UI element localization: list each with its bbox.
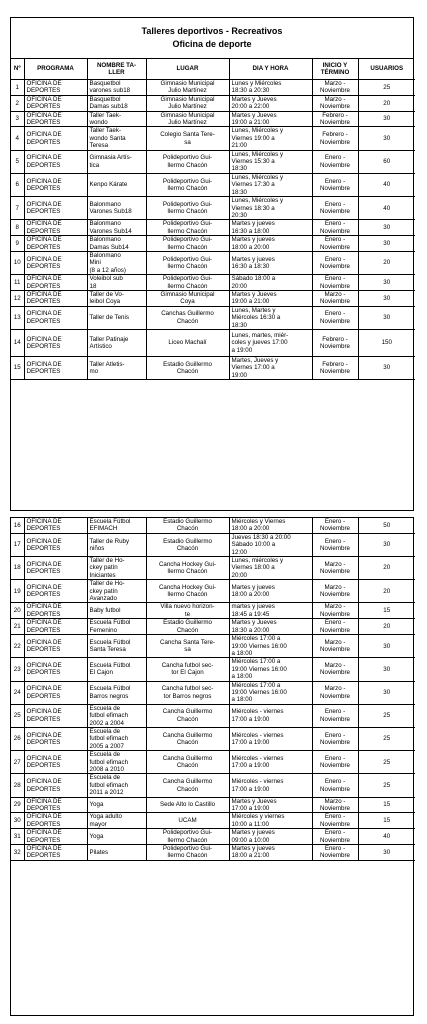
cell-name: Yoga [87, 829, 146, 845]
cell-name: Taller de Ho- ckey patín Avanzado [87, 580, 146, 603]
cell-name: Basquetbol varones sub18 [87, 80, 146, 96]
cell-users: 15 [358, 603, 415, 619]
cell-period: Marzo - Noviembre [312, 658, 358, 681]
cell-program: OFICINA DE DEPORTES [24, 275, 87, 291]
cell-schedule: Martes y Jueves 20:00 a 22:00 [229, 95, 312, 111]
cell-num: 20 [11, 603, 24, 619]
cell-name: Basquetbol Damas sub18 [87, 95, 146, 111]
cell-place: Cancha Santa Tere- sa [146, 635, 229, 658]
cell-schedule: Lunes y Miércoles 18:30 a 20:30 [229, 80, 312, 96]
cell-schedule: Lunes, Miércoles y Viernes 18:30 a 20:30 [229, 197, 312, 220]
cell-name: Taller Patinaje Artístico [87, 330, 146, 357]
cell-schedule: Miércoles - viernes 17:00 a 19:00 [229, 751, 312, 774]
cell-period: Marzo - Noviembre [312, 797, 358, 813]
cell-users: 40 [358, 173, 415, 196]
cell-name: Taller Taek- wondo [87, 111, 146, 127]
cell-name: Kenpo Kárate [87, 173, 146, 196]
cell-period: Marzo - Noviembre [312, 80, 358, 96]
cell-place: Cancha Hockey Gui- llermo Chacón [146, 557, 229, 580]
cell-program: OFICINA DE DEPORTES [24, 580, 87, 603]
cell-users: 20 [358, 95, 415, 111]
cell-num: 16 [11, 518, 24, 533]
cell-num: 4 [11, 127, 24, 150]
cell-program: OFICINA DE DEPORTES [24, 619, 87, 635]
cell-name: Escuela Fútbol Santa Teresa [87, 635, 146, 658]
cell-users: 30 [358, 127, 415, 150]
cell-period: Enero - Noviembre [312, 518, 358, 533]
cell-name: Baby futbol [87, 603, 146, 619]
cell-period: Febrero - Noviembre [312, 111, 358, 127]
cell-name: Taller de Ruby niños [87, 533, 146, 556]
table-row [11, 727, 415, 750]
table-row [11, 251, 415, 274]
cell-place: Polideportivo Gui- llermo Chacón [146, 150, 229, 173]
table-row [11, 580, 415, 603]
cell-users: 40 [358, 197, 415, 220]
cell-num: 17 [11, 533, 24, 556]
cell-place: Cancha Guillermo Chacón [146, 751, 229, 774]
table-row [11, 80, 415, 96]
cell-period: Marzo - Noviembre [312, 557, 358, 580]
cell-name: Yoga adulto mayor [87, 813, 146, 829]
activities-table-bottom [11, 518, 415, 861]
cell-users: 150 [358, 330, 415, 357]
table-row [11, 658, 415, 681]
cell-program: OFICINA DE DEPORTES [24, 751, 87, 774]
cell-place: Estadio Guillermo Chacón [146, 533, 229, 556]
cell-program: OFICINA DE DEPORTES [24, 658, 87, 681]
cell-program: OFICINA DE DEPORTES [24, 220, 87, 236]
table-row [11, 275, 415, 291]
cell-place: Polideportivo Gui- llermo Chacón [146, 220, 229, 236]
cell-place: Liceo Machalí [146, 330, 229, 357]
cell-schedule: Martes, Jueves y Viernes 17:00 a 19:00 [229, 357, 312, 380]
cell-program: OFICINA DE DEPORTES [24, 236, 87, 252]
cell-num: 32 [11, 845, 24, 861]
table-row [11, 220, 415, 236]
cell-program: OFICINA DE DEPORTES [24, 603, 87, 619]
cell-place: Polideportivo Gui- llermo Chacón [146, 197, 229, 220]
cell-period: Enero - Noviembre [312, 150, 358, 173]
cell-users: 25 [358, 727, 415, 750]
table-row [11, 603, 415, 619]
cell-num: 5 [11, 150, 24, 173]
cell-users: 30 [358, 658, 415, 681]
table-row [11, 290, 415, 306]
cell-program: OFICINA DE DEPORTES [24, 727, 87, 750]
cell-users: 30 [358, 290, 415, 306]
cell-num: 27 [11, 751, 24, 774]
cell-users: 15 [358, 813, 415, 829]
cell-program: OFICINA DE DEPORTES [24, 80, 87, 96]
cell-num: 22 [11, 635, 24, 658]
cell-name: Voleibol sub 18 [87, 275, 146, 291]
cell-num: 14 [11, 330, 24, 357]
cell-place: Cancha Guillermo Chacón [146, 727, 229, 750]
table-row [11, 518, 415, 533]
activities-table-part-2 [10, 517, 414, 1016]
cell-schedule: Lunes, Miércoles y Viernes 19:00 a 21:00 [229, 127, 312, 150]
cell-period: Enero - Noviembre [312, 619, 358, 635]
col-header-name: NOMBRE TA- LLER [87, 59, 146, 80]
cell-program: OFICINA DE DEPORTES [24, 797, 87, 813]
cell-name: Escuela Fútbol Barros negros [87, 681, 146, 704]
cell-place: Gimnasio Municipal Coya [146, 290, 229, 306]
cell-period: Enero - Noviembre [312, 236, 358, 252]
cell-place: Polideportivo Gui- llermo Chacón [146, 173, 229, 196]
cell-program: OFICINA DE DEPORTES [24, 635, 87, 658]
cell-users: 30 [358, 357, 415, 380]
table-row [11, 829, 415, 845]
table-row [11, 95, 415, 111]
table-row [11, 813, 415, 829]
table-row [11, 774, 415, 797]
col-header-place: LUGAR [146, 59, 229, 80]
cell-program: OFICINA DE DEPORTES [24, 681, 87, 704]
col-header-users: USUARIOS [358, 59, 415, 80]
cell-name: Escuela Fútbol El Cajon [87, 658, 146, 681]
table-row [11, 306, 415, 329]
cell-schedule: Miércoles - viernes 17:00 a 19:00 [229, 704, 312, 727]
cell-place: Estadio Guillermo Chacón [146, 518, 229, 533]
cell-program: OFICINA DE DEPORTES [24, 173, 87, 196]
cell-schedule: Miércoles 17:00 a 19:00 Viernes 16:00 a 18:00 [229, 658, 312, 681]
cell-schedule: Martes y Jueves 17:00 a 19:00 [229, 797, 312, 813]
col-header-period: INICIO Y TÉRMINO [312, 59, 358, 80]
cell-users: 30 [358, 533, 415, 556]
cell-users: 25 [358, 704, 415, 727]
cell-num: 28 [11, 774, 24, 797]
cell-program: OFICINA DE DEPORTES [24, 150, 87, 173]
cell-place: Gimnasio Municipal Julio Martínez [146, 111, 229, 127]
cell-period: Marzo - Noviembre [312, 681, 358, 704]
cell-users: 30 [358, 681, 415, 704]
cell-num: 3 [11, 111, 24, 127]
cell-place: Polideportivo Gui- llermo Chacón [146, 275, 229, 291]
cell-name: Taller Atletis- mo [87, 357, 146, 380]
cell-name: Taller de Ho- ckey patín Iniciantes [87, 557, 146, 580]
cell-name: Gimnasia Artís- tica [87, 150, 146, 173]
cell-name: Taller de Tenis [87, 306, 146, 329]
cell-program: OFICINA DE DEPORTES [24, 845, 87, 861]
table-row [11, 111, 415, 127]
cell-schedule: Lunes, Martes y Miércoles 16:30 a 18:30 [229, 306, 312, 329]
cell-num: 23 [11, 658, 24, 681]
cell-schedule: Martes y jueves 09:00 a 10:00 [229, 829, 312, 845]
cell-name: Escuela de futbol efimach 2005 a 2007 [87, 727, 146, 750]
cell-num: 9 [11, 236, 24, 252]
cell-schedule: Martes y jueves 18:00 a 21:00 [229, 845, 312, 861]
cell-program: OFICINA DE DEPORTES [24, 251, 87, 274]
cell-program: OFICINA DE DEPORTES [24, 330, 87, 357]
cell-place: Polideportivo Gui- llermo Chacón [146, 251, 229, 274]
cell-period: Enero - Noviembre [312, 813, 358, 829]
cell-place: Villa nuevo horizon- te [146, 603, 229, 619]
cell-num: 12 [11, 290, 24, 306]
cell-period: Marzo - Noviembre [312, 580, 358, 603]
cell-schedule: Sábado 18:00 a 20:00 [229, 275, 312, 291]
cell-users: 15 [358, 797, 415, 813]
cell-program: OFICINA DE DEPORTES [24, 95, 87, 111]
cell-name: Escuela de futbol efimach 2011 a 2012 [87, 774, 146, 797]
cell-users: 40 [358, 829, 415, 845]
cell-period: Enero - Noviembre [312, 306, 358, 329]
cell-schedule: Martes y jueves 16:30 a 18:00 [229, 220, 312, 236]
table-row [11, 533, 415, 556]
cell-num: 10 [11, 251, 24, 274]
cell-users: 50 [358, 518, 415, 533]
cell-num: 31 [11, 829, 24, 845]
cell-program: OFICINA DE DEPORTES [24, 290, 87, 306]
cell-schedule: Miércoles 17:00 a 19:00 Viernes 16:00 a 18:00 [229, 635, 312, 658]
cell-num: 24 [11, 681, 24, 704]
cell-period: Marzo - Noviembre [312, 95, 358, 111]
cell-name: Taller de Vo- leibol Coya [87, 290, 146, 306]
cell-period: Enero - Noviembre [312, 845, 358, 861]
cell-place: Cancha Guillermo Chacón [146, 774, 229, 797]
cell-num: 25 [11, 704, 24, 727]
cell-schedule: Martes y Jueves 19:00 a 21:00 [229, 111, 312, 127]
table-row [11, 557, 415, 580]
cell-num: 11 [11, 275, 24, 291]
cell-period: Enero - Noviembre [312, 829, 358, 845]
cell-place: Canchas Guillermo Chacón [146, 306, 229, 329]
cell-num: 26 [11, 727, 24, 750]
cell-place: Estadio Guillermo Chacón [146, 619, 229, 635]
cell-users: 30 [358, 306, 415, 329]
cell-users: 20 [358, 580, 415, 603]
cell-period: Enero - Noviembre [312, 727, 358, 750]
cell-program: OFICINA DE DEPORTES [24, 197, 87, 220]
cell-users: 30 [358, 275, 415, 291]
cell-period: Enero - Noviembre [312, 774, 358, 797]
cell-program: OFICINA DE DEPORTES [24, 774, 87, 797]
cell-name: Balonmano Varones Sub14 [87, 220, 146, 236]
cell-schedule: martes y jueves 18:45 a 19:45 [229, 603, 312, 619]
cell-name: Escuela de futbol efimach 2002 a 2004 [87, 704, 146, 727]
cell-period: Marzo - Noviembre [312, 635, 358, 658]
cell-program: OFICINA DE DEPORTES [24, 829, 87, 845]
cell-place: Colegio Santa Tere- sa [146, 127, 229, 150]
cell-place: Gimnasio Municipal Julio Martínez [146, 95, 229, 111]
cell-place: Estadio Guillermo Chacón [146, 357, 229, 380]
cell-place: UCAM [146, 813, 229, 829]
table-title: Talleres deportivos - Recreativos [141, 26, 283, 36]
cell-place: Cancha futbol sec- tor El Cajon [146, 658, 229, 681]
col-header-num: Nº [11, 59, 24, 80]
table-row [11, 751, 415, 774]
cell-schedule: Miércoles - viernes 17:00 a 19:00 [229, 727, 312, 750]
table-row [11, 845, 415, 861]
cell-num: 30 [11, 813, 24, 829]
table-row [11, 704, 415, 727]
cell-name: Escuela Fútbol EFIMACH [87, 518, 146, 533]
cell-program: OFICINA DE DEPORTES [24, 127, 87, 150]
cell-name: Balonmano Varones Sub18 [87, 197, 146, 220]
cell-period: Enero - Noviembre [312, 704, 358, 727]
cell-place: Gimnasio Municipal Julio Martínez [146, 80, 229, 96]
table-row [11, 173, 415, 196]
cell-num: 1 [11, 80, 24, 96]
cell-period: Enero - Noviembre [312, 751, 358, 774]
cell-schedule: Martes y jueves 18:00 a 20:00 [229, 236, 312, 252]
cell-period: Enero - Noviembre [312, 197, 358, 220]
cell-users: 25 [358, 80, 415, 96]
table-row [11, 797, 415, 813]
cell-place: Sede Alto lo Castillo [146, 797, 229, 813]
table-row [11, 197, 415, 220]
cell-period: Enero - Noviembre [312, 220, 358, 236]
activities-table-top [11, 59, 415, 380]
cell-schedule: Martes y jueves 16:30 a 18:30 [229, 251, 312, 274]
cell-program: OFICINA DE DEPORTES [24, 533, 87, 556]
cell-schedule: Martes y jueves 18:00 a 20:00 [229, 580, 312, 603]
cell-schedule: Miércoles 17:00 a 19:00 Viernes 16:00 a 18:00 [229, 681, 312, 704]
cell-period: Enero - Noviembre [312, 533, 358, 556]
cell-schedule: Martes y Jueves 18:30 a 20:00 [229, 619, 312, 635]
cell-name: Escuela Fútbol Femenino [87, 619, 146, 635]
activities-table-part-1 [10, 17, 414, 511]
cell-users: 30 [358, 236, 415, 252]
table-row [11, 681, 415, 704]
cell-place: Cancha futbol sec- tor Barros negros [146, 681, 229, 704]
cell-users: 30 [358, 845, 415, 861]
cell-program: OFICINA DE DEPORTES [24, 557, 87, 580]
cell-users: 25 [358, 751, 415, 774]
cell-num: 15 [11, 357, 24, 380]
cell-num: 21 [11, 619, 24, 635]
cell-program: OFICINA DE DEPORTES [24, 813, 87, 829]
cell-name: Yoga [87, 797, 146, 813]
cell-users: 30 [358, 220, 415, 236]
cell-users: 20 [358, 557, 415, 580]
col-header-program: PROGRAMA [24, 59, 87, 80]
cell-program: OFICINA DE DEPORTES [24, 111, 87, 127]
cell-users: 20 [358, 619, 415, 635]
cell-schedule: Lunes, Miércoles y Viernes 15:30 a 18:30 [229, 150, 312, 173]
cell-place: Polideportivo Gui- llermo Chacón [146, 829, 229, 845]
cell-num: 18 [11, 557, 24, 580]
cell-period: Febrero - Noviembre [312, 127, 358, 150]
table-row [11, 330, 415, 357]
cell-name: Escuela de futbol efimach 2008 a 2010 [87, 751, 146, 774]
cell-schedule: Lunes, martes, miér- coles y jueves 17:00 a 19:00 [229, 330, 312, 357]
cell-schedule: Miércoles - viernes 17:00 a 19:00 [229, 774, 312, 797]
table-title-block [11, 18, 413, 59]
cell-schedule: Martes y Jueves 19:00 a 21:00 [229, 290, 312, 306]
cell-place: Cancha Guillermo Chacón [146, 704, 229, 727]
cell-schedule: Lunes, miércoles y Viernes 18:00 a 20:00 [229, 557, 312, 580]
table-row [11, 619, 415, 635]
cell-period: Febrero - Noviembre [312, 330, 358, 357]
cell-name: Balonmano Damas Sub14 [87, 236, 146, 252]
cell-users: 20 [358, 251, 415, 274]
cell-num: 2 [11, 95, 24, 111]
cell-program: OFICINA DE DEPORTES [24, 704, 87, 727]
cell-users: 60 [358, 150, 415, 173]
cell-users: 30 [358, 111, 415, 127]
col-header-schedule: DIA Y HORA [229, 59, 312, 80]
cell-num: 13 [11, 306, 24, 329]
cell-schedule: Miércoles y Viernes 18:00 a 20:00 [229, 518, 312, 533]
cell-program: OFICINA DE DEPORTES [24, 518, 87, 533]
cell-place: Polideportivo Gui- llermo Chacón [146, 236, 229, 252]
table-row [11, 150, 415, 173]
table-header-row [11, 59, 415, 80]
cell-schedule: Jueves 18:30 a 20:00 Sábado 10:00 a 12:00 [229, 533, 312, 556]
table-row [11, 236, 415, 252]
cell-num: 6 [11, 173, 24, 196]
cell-period: Enero - Noviembre [312, 275, 358, 291]
cell-period: Enero - Noviembre [312, 251, 358, 274]
cell-period: Enero - Noviembre [312, 173, 358, 196]
cell-users: 30 [358, 635, 415, 658]
cell-place: Cancha Hockey Gui- llermo Chacón [146, 580, 229, 603]
cell-name: Pilates [87, 845, 146, 861]
cell-program: OFICINA DE DEPORTES [24, 306, 87, 329]
table-subtitle: Oficina de deporte [172, 39, 252, 49]
cell-period: Marzo - Noviembre [312, 603, 358, 619]
table-row [11, 357, 415, 380]
cell-schedule: Lunes, Miércoles y Viernes 17:30 a 18:30 [229, 173, 312, 196]
cell-num: 7 [11, 197, 24, 220]
cell-num: 19 [11, 580, 24, 603]
cell-num: 29 [11, 797, 24, 813]
cell-name: Balonmano Mini (8 a 12 años) [87, 251, 146, 274]
cell-program: OFICINA DE DEPORTES [24, 357, 87, 380]
cell-users: 25 [358, 774, 415, 797]
cell-schedule: Miércoles y viernes 10:00 a 11:00 [229, 813, 312, 829]
cell-place: Polideportivo Gui- llermo Chacón [146, 845, 229, 861]
cell-period: Febrero - Noviembre [312, 357, 358, 380]
cell-period: Marzo - Noviembre [312, 290, 358, 306]
table-row [11, 127, 415, 150]
table-row [11, 635, 415, 658]
cell-name: Taller Taek- wondo Santa Teresa [87, 127, 146, 150]
cell-num: 8 [11, 220, 24, 236]
